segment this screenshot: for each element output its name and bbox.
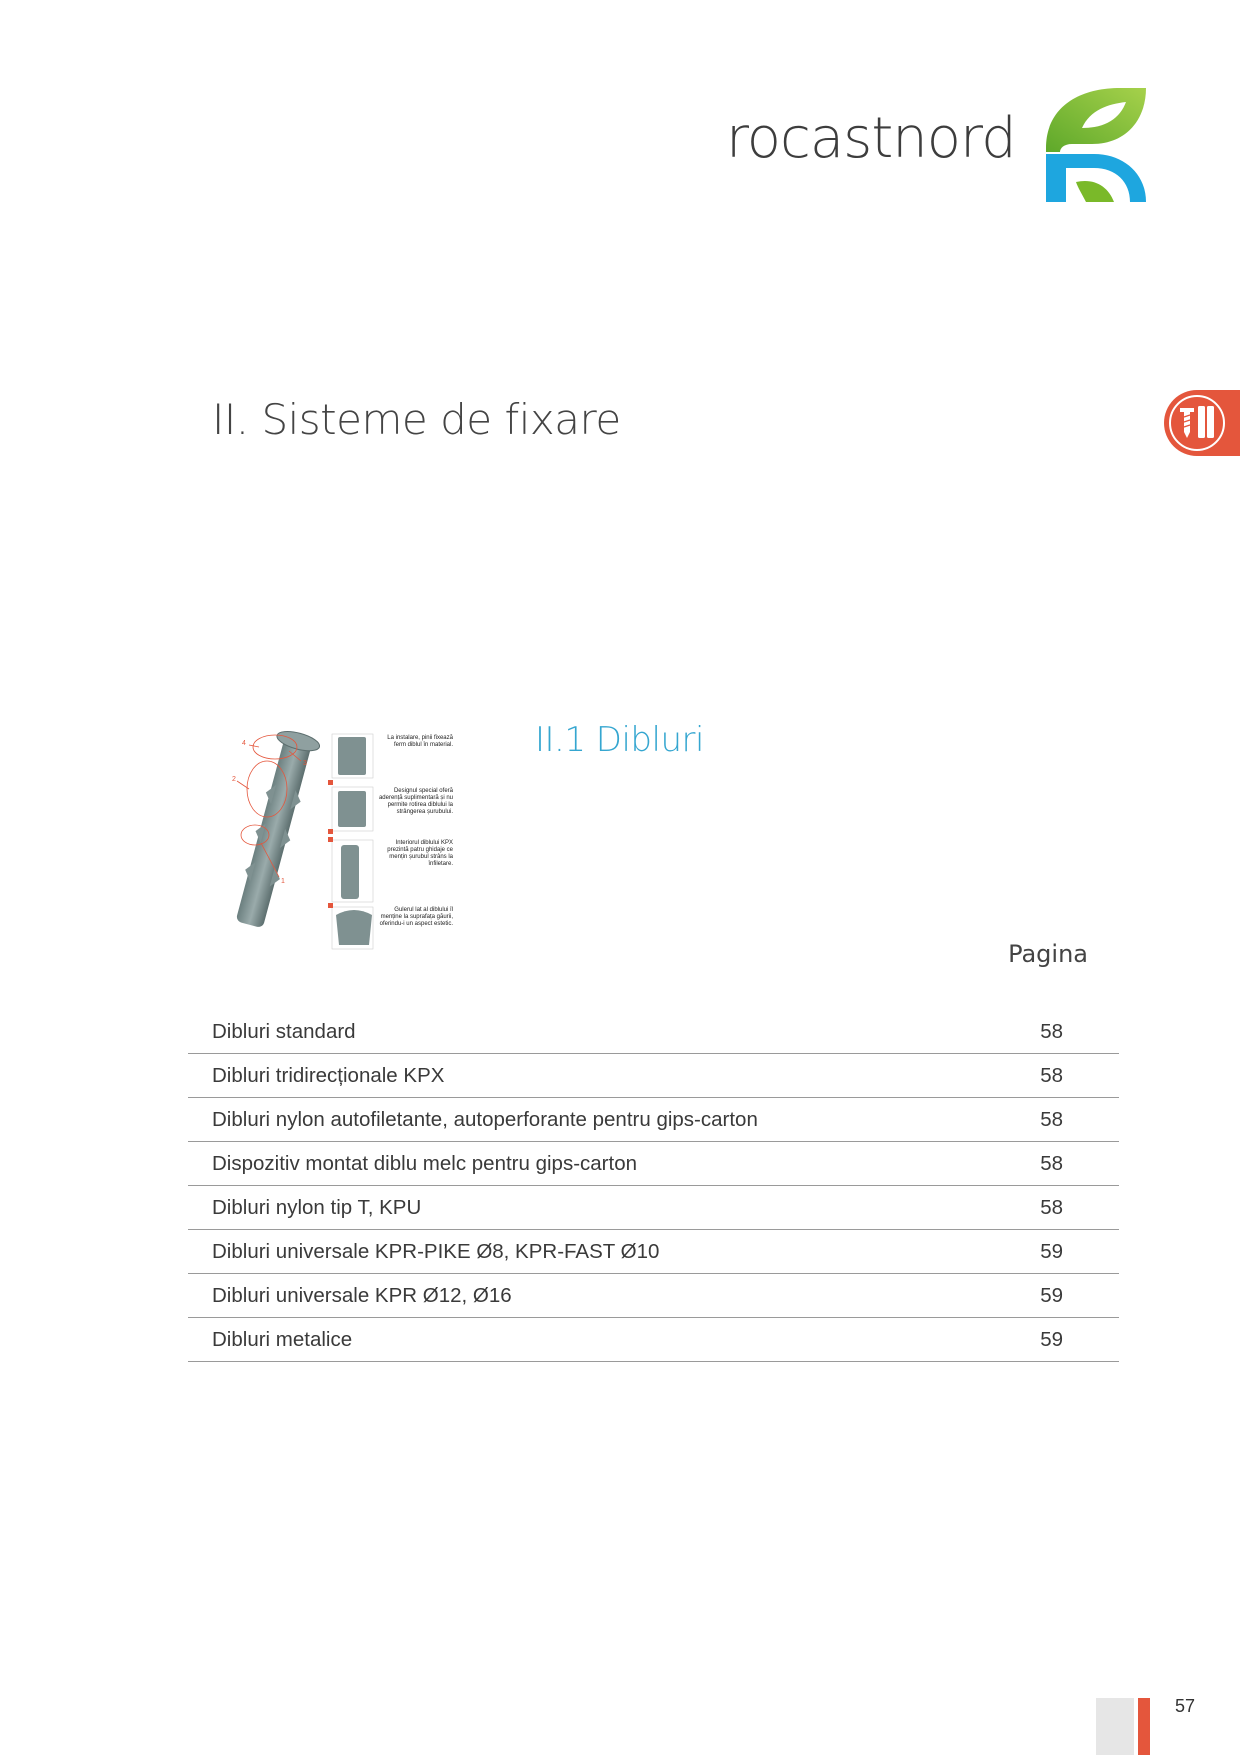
page-number: 57 [1175,1696,1196,1716]
toc-label: Dibluri tridirecționale KPX [212,1063,445,1087]
toc-label: Dibluri standard [212,1019,356,1043]
chapter-tab-screw-icon [1160,390,1240,456]
toc-row[interactable] [188,1318,1119,1362]
toc-page: 59 [1040,1283,1063,1307]
toc-row[interactable] [188,1142,1119,1186]
section-title: II. Sisteme de fixare [212,395,621,444]
brand-logo [720,80,1160,210]
figure-label-1: 1 [281,878,285,885]
toc-label: Dibluri nylon tip T, KPU [212,1195,422,1219]
toc-page: 58 [1040,1063,1063,1087]
toc-page: 59 [1040,1239,1063,1263]
brand-name: rocastnord [726,106,1016,171]
toc-label: Dispozitiv montat diblu melc pentru gips-carton [212,1151,637,1175]
toc-label: Dibluri metalice [212,1327,353,1351]
toc-page: 58 [1040,1107,1063,1131]
figure-label-4: 4 [242,740,246,747]
footer-gray-bar [1096,1698,1134,1755]
toc-label: Dibluri universale KPR-PIKE Ø8, KPR-FAST Ø10 [212,1239,660,1263]
toc-row[interactable] [188,1230,1119,1274]
toc-page: 58 [1040,1151,1063,1175]
toc-row[interactable] [188,1098,1119,1142]
toc-list [188,1010,1119,1362]
toc-label: Dibluri nylon autofiletante, autoperforante pentru gips-carton [212,1107,758,1131]
dowel-illustration [215,725,465,950]
dowel-body [228,728,322,931]
toc-row[interactable] [188,1274,1119,1318]
toc-label: Dibluri universale KPR Ø12, Ø16 [212,1283,512,1307]
figure-label-3: 3 [303,760,307,767]
toc-page: 58 [1040,1019,1063,1043]
brand-mark-icon [1042,86,1152,204]
figure-label-2: 2 [232,776,236,783]
figure-callout-1: La instalare, pinii fixează ferm diblul în material. [387,735,453,748]
figure-callout-3: Interiorul diblului KPX prezintă patru ghidaje ce mențin șurubul strâns la înfiletare. [387,840,453,867]
toc-row[interactable] [188,1186,1119,1230]
subsection-title: II.1 Dibluri [535,720,704,760]
footer-red-bar [1138,1698,1150,1755]
toc-page: 58 [1040,1195,1063,1219]
page-column-header: Pagina [1008,940,1088,968]
toc-row[interactable] [188,1054,1119,1098]
figure-callout-4: Gulerul lat al diblului îl menține la suprafața găurii, oferindu-i un aspect estetic. [379,907,453,927]
figure-callout-2: Designul special oferă aderență suplimentară și nu permite rotirea diblului la strângerea șurubului. [378,788,453,815]
toc-row[interactable] [188,1010,1119,1054]
toc-page: 59 [1040,1327,1063,1351]
